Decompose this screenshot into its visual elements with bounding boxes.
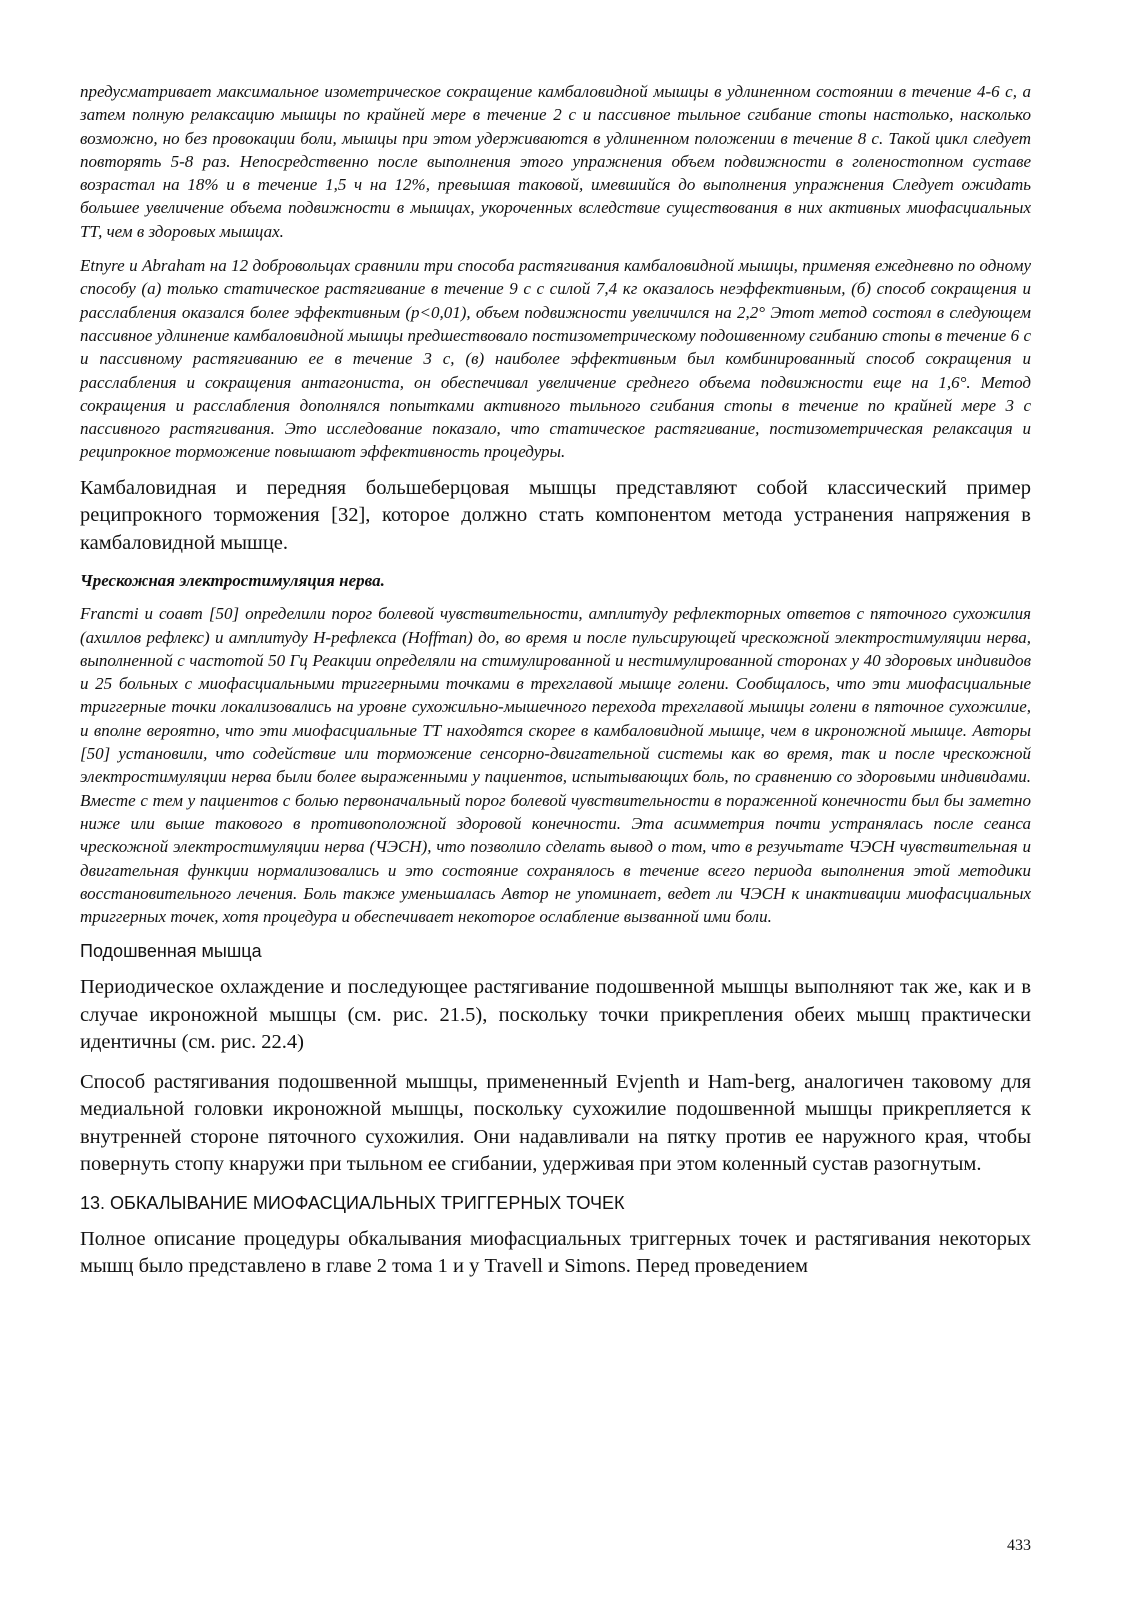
heading-section-13: 13. ОБКАЛЫВАНИЕ МИОФАСЦИАЛЬНЫХ ТРИГГЕРНЫХ ТОЧЕК [80,1192,625,1213]
paragraph-plantaris-stretch: Способ растягивания подошвенной мышцы, примененный Evjenth и Ham-berg, аналогичен таковому для медиальной головки икроножной мышцы, поскольку сухожилие подошвенной мышцы прикрепляется к внутренней стороне пяточного сухожилия. Они надавливали на пятку против ее наружного края, чтобы повернуть стопу кнаружи при тыльном ее сгибании, удерживая при этом коленный сустав разогнутым. [80,1070,1031,1176]
paragraph-relaxation-cycle: предусматривает максимальное изометрическое сокращение камбаловидной мышцы в удлиненном состоянии в течение 4-6 с, а затем полную релаксацию мышцы по крайней мере в течение 2 с и пассивное тыльное сгибание стопы настолько, насколько возможно, но без провокации боли, мышцы при этом удерживаются в удлиненном положении в течение 8 с. Такой цикл следует повторять 5-8 раз. Непосредственно после выполнения этого упражнения объем подвижности в голеностопном суставе возрастал на 18% и в течение 1,5 ч на 12%, превышая таковой, имевшийся до выполнения упражнения Следует ожидать большее увеличение объема подвижности в мышцах, укороченных вследствие существования в них активных миофасциальных ТТ, чем в здоровых мышцах. [80,82,1031,241]
paragraph-plantaris-cooling: Периодическое охлаждение и последующее растягивание подошвенной мышцы выполняют так же, как и в случае икроножной мышцы (см. рис. 21.5), поскольку точки прикрепления обеих мышц практически идентичны (см. рис. 22.4) [80,976,1031,1054]
document-page [80,80,1031,1293]
paragraph-reciprocal-inhibition: Камбаловидная и передняя большеберцовая мышцы представляют собой классический пример реципрокного торможения [32], которое должно стать компонентом метода устранения напряжения в камбаловидной мышце. [80,476,1031,554]
page-number: 433 [1007,1537,1031,1554]
paragraph-etnyre-abraham: Etnyre и Abraham на 12 добровольцах сравнили три способа растягивания камбаловидной мышцы, применяя ежедневно по одному способу (а) только статическое растягивание в течение 9 с с силой 7,4 кг оказалось неэффективным, (б) способ сокращения и расслабления оказался более эффективным (p<0,01), объем подвижности увеличился на 2,2° Этот метод состоял в следующем пассивное удлинение камбаловидной мышцы предшествовало постизометрическому подошвенному сгибанию стопы в течение 6 с и пассивному растягиванию ее в течение 3 с, (в) наиболее эффективным был комбинированный способ сокращения и расслабления и сокращения антагониста, он обеспечивал увеличение среднего объема подвижности еще на 1,6°. Метод сокращения и расслабления дополнялся попытками активного тыльного сгибания стопы в течение по крайней мере 3 с пассивного растягивания. Это исследование показало, что статическое растягивание, постизометрическая релаксация и реципрокное торможение повышают эффективность процедуры. [80,256,1031,462]
heading-plantaris: Подошвенная мышца [80,941,262,962]
paragraph-tens-study: Francmi и соавт [50] определили порог болевой чувствительности, амплитуду рефлекторных ответов с пяточного сухожилия (ахиллов рефлекс) и амплитуду Н-рефлекса (Hoffman) до, во время и после пульсирующей чрескожной электростимуляции нерва, выполненной с частотой 50 Гц Реакции определяли на стимулированной и нестимулированной сторонах у 40 здоровых индивидов и 25 больных с миофасциальными триггерными точками в трехглавой мышце голени. Сообщалось, что эти миофасциальные триггерные точки локализовались на уровне сухожильно-мышечного перехода трехглавой мышцы голени в пяточное сухожилие, и вполне вероятно, что эти миофасциальные ТТ находятся скорее в камбаловидной мышце, чем в икроножной мышце. Авторы [50] установили, что содействие или торможение сенсорно-двигательной системы как во время, так и после чрескожной электростимуляции нерва были более выраженными у пациентов, испытывающих боль, по сравнению со здоровыми индивидами. Вместе с тем у пациентов с болью первоначальный порог болевой чувствительности в пораженной конечности был бы заметно ниже или выше таковогo в противоположной здоровой конечности. Эта асимметрия почти устранялась после сеанса чрескожной электростимуляции нерва (ЧЭСН), что позволило сделать вывод о том, что в резучьтате ЧЭСН чувствительная и двигательная функции нормализовались и это состояние сохранялось в течение всего периода выполнения этой методики восстановительного лечения. Боль также уменьшалась Автор не упоминает, ведет ли ЧЭСН к инактивации миофасциальных триггерных точек, хотя процедура и обеспечивает некоторое ослабление вызванной ими боли. [80,604,1031,927]
subheading-tens: Чрескожная электростимуляция нерва. [80,571,385,591]
paragraph-injection-intro: Полное описание процедуры обкалывания миофасциальных триггерных точек и растягивания некоторых мышц было представлено в главе 2 тома 1 и у Travell и Simons. Перед проведением [80,1227,1031,1278]
